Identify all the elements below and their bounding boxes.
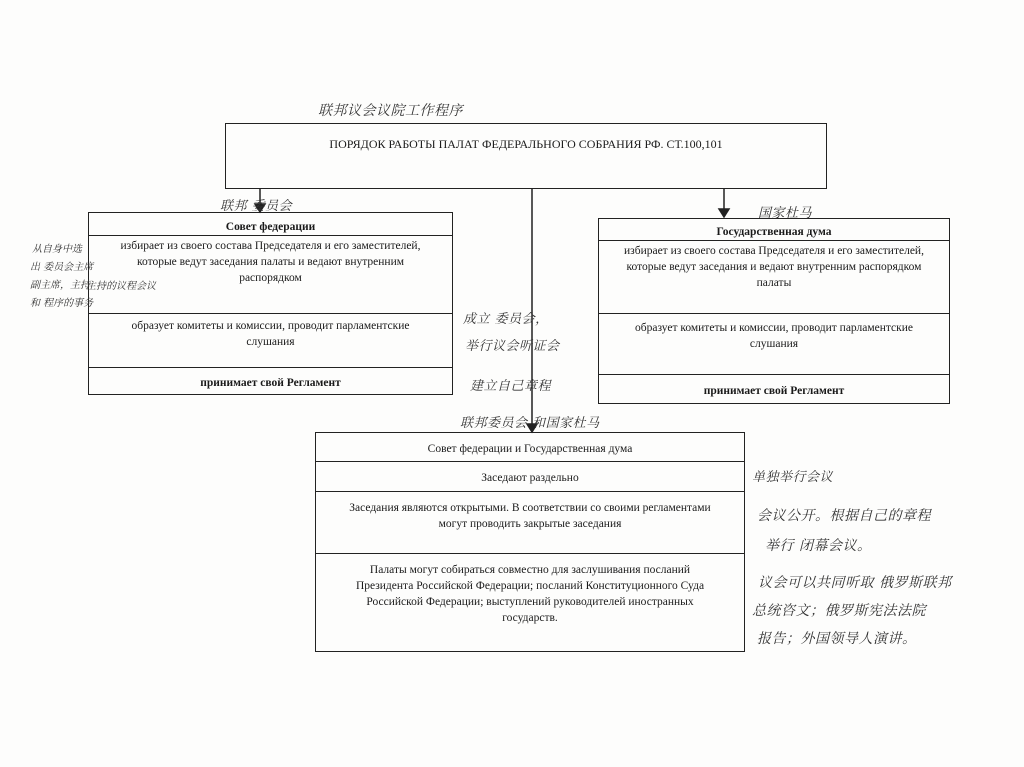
joint-row-messages: Палаты могут собираться совместно для заслушивания посланий Президента Российской Федерации; посланий Конституционного Суда Российской Федерации; выступлений руководителей иностранных государств. <box>316 553 744 651</box>
right-note-1: 单独举行会议 <box>752 470 834 485</box>
title-text: ПОРЯДОК РАБОТЫ ПАЛАТ ФЕДЕРАЛЬНОГО СОБРАНИЯ РФ. СТ.100,101 <box>329 137 723 151</box>
arrow-head-right <box>719 209 729 217</box>
council-row-committees: образует комитеты и комиссии, проводит парламентские слушания <box>89 313 452 369</box>
side-note-4: 和 程序的事务 <box>30 298 94 309</box>
duma-row-committees: образует комитеты и комиссии, проводит парламентские слушания <box>599 313 949 375</box>
side-note-2: 出 委员会主席 <box>30 262 94 273</box>
side-note-3: 副主席，主持 <box>30 280 90 291</box>
joint-box <box>315 432 745 652</box>
council-row-regulation: принимает свой Регламент <box>89 367 452 395</box>
side-note-1: 从自身中选 <box>32 244 82 255</box>
right-note-2: 会议公开。根据自己的章程 <box>757 508 931 524</box>
joint-header: Совет федерации и Государственная дума <box>427 443 633 455</box>
council-header: Совет федерации <box>225 221 316 233</box>
council-row-chair: избирает из своего состава Председателя и его заместителей, которые ведут заседания палаты и ведают внутренним распорядком <box>89 235 452 315</box>
joint-row-separate: Заседают раздельно <box>316 461 744 491</box>
note-council-handwritten: 联邦 委员会 <box>220 199 293 214</box>
middle-note-3: 建立自己章程 <box>470 379 552 394</box>
title-box <box>225 123 827 189</box>
duma-header: Государственная дума <box>716 226 832 238</box>
joint-row-open: Заседания являются открытыми. В соответствии со своими регламентами могут проводить закрытые заседания <box>316 491 744 555</box>
duma-box <box>598 218 950 404</box>
right-note-6: 报告；外国领导人演讲。 <box>757 631 917 647</box>
note-title-handwritten: 联邦议会议院工作程序 <box>318 103 463 119</box>
right-note-4: 议会可以共同听取 俄罗斯联邦 <box>758 575 952 591</box>
right-note-5: 总统咨文；俄罗斯宪法法院 <box>752 603 926 619</box>
middle-note-4: 联邦委员会 和国家杜马 <box>460 416 600 431</box>
middle-note-2: 举行议会听证会 <box>465 339 560 354</box>
duma-row-regulation: принимает свой Регламент <box>599 374 949 404</box>
right-note-3: 举行 闭幕会议。 <box>765 538 872 554</box>
middle-note-1: 成立 委员会， <box>463 312 549 327</box>
council-box <box>88 212 453 395</box>
note-duma-handwritten: 国家杜马 <box>758 206 813 221</box>
side-note-5: 主持的议程会议 <box>86 281 156 292</box>
duma-row-chair: избирает из своего состава Председателя и его заместителей, которые ведут заседания и ведают внутренним распорядком палаты <box>599 240 949 314</box>
